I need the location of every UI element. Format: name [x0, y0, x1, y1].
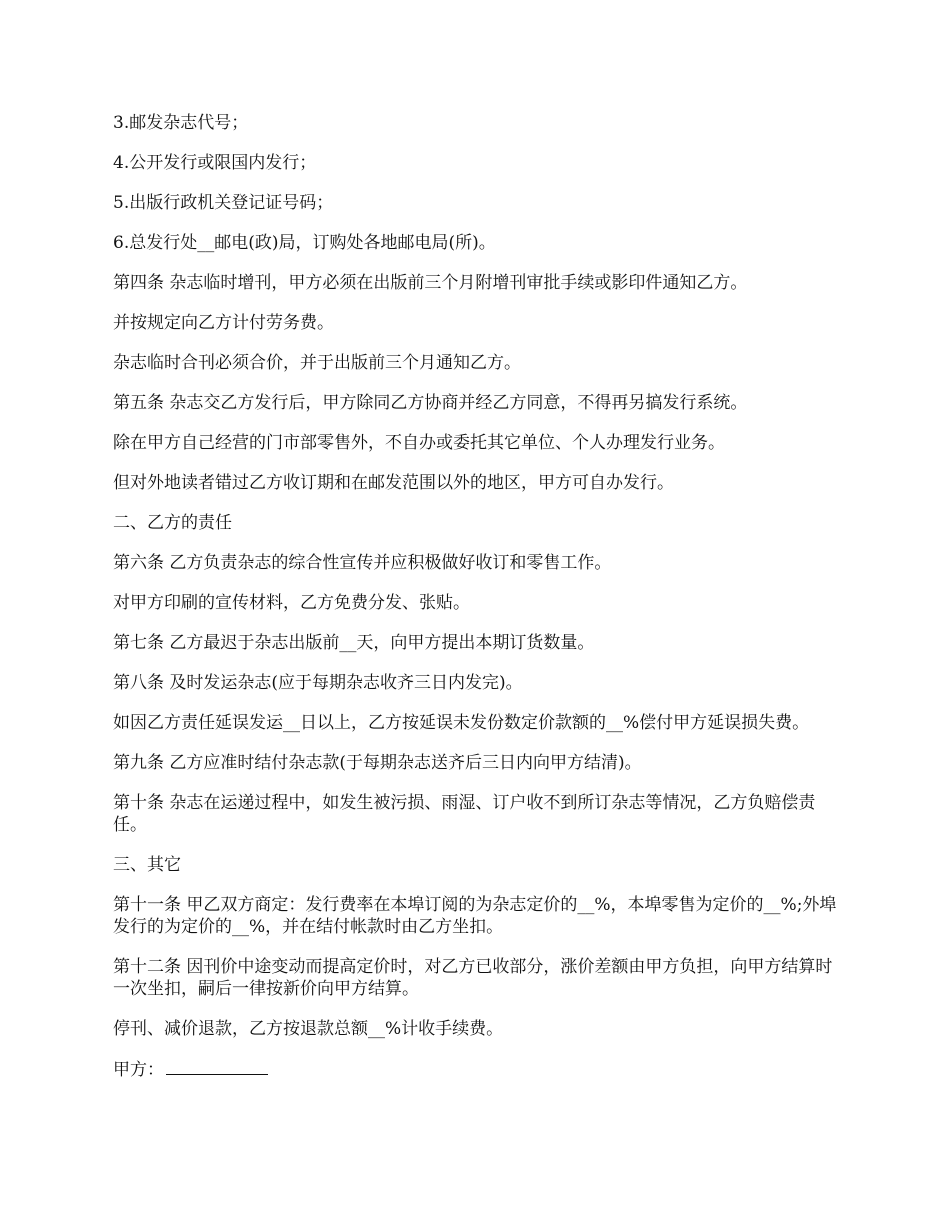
- article-4: 第四条 杂志临时增刊，甲方必须在出版前三个月附增刊审批手续或影印件通知乙方。: [113, 273, 748, 293]
- article-6: 第六条 乙方负责杂志的综合性宣传并应积极做好收订和零售工作。: [113, 553, 612, 573]
- article-12-cont: 停刊、减价退款，乙方按退款总额__%计收手续费。: [113, 1019, 504, 1039]
- article-5-cont-1: 除在甲方自己经营的门市部零售外，不自办或委托其它单位、个人办理发行业务。: [113, 433, 725, 453]
- article-9: 第九条 乙方应准时结付杂志款(于每期杂志送齐后三日内向甲方结清)。: [113, 753, 642, 773]
- signature-line: [113, 1058, 841, 1081]
- paragraph-item-4: 4.公开发行或限国内发行；: [113, 153, 317, 173]
- paragraph-item-5: 5.出版行政机关登记证号码；: [113, 193, 334, 213]
- section-heading-party-b: 二、乙方的责任: [113, 513, 232, 533]
- article-5-cont-2: 但对外地读者错过乙方收订期和在邮发范围以外的地区，甲方可自办发行。: [113, 473, 674, 493]
- article-10: 第十条 杂志在运递过程中，如发生被污损、雨湿、订户收不到所订杂志等情况，乙方负赔偿责任。: [113, 793, 816, 835]
- section-heading-other: 三、其它: [113, 855, 181, 875]
- signature-blank: [166, 1058, 268, 1075]
- article-11: 第十一条 甲乙双方商定：发行费率在本埠订阅的为杂志定价的__%，本埠零售为定价的__%;外埠发行的为定价的__%，并在结付帐款时由乙方坐扣。: [113, 895, 837, 937]
- article-8-cont: 如因乙方责任延误发运__日以上，乙方按延误未发份数定价款额的__%偿付甲方延误损失费。: [113, 713, 810, 733]
- article-7: 第七条 乙方最迟于杂志出版前__天，向甲方提出本期订货数量。: [113, 633, 595, 653]
- signature-label: 甲方：: [113, 1060, 164, 1080]
- article-4-cont-1: 并按规定向乙方计付劳务费。: [113, 313, 334, 333]
- article-6-cont: 对甲方印刷的宣传材料，乙方免费分发、张贴。: [113, 593, 470, 613]
- paragraph-item-3: 3.邮发杂志代号；: [113, 113, 249, 133]
- paragraph-item-6: 6.总发行处__邮电(政)局，订购处各地邮电局(所)。: [113, 233, 496, 253]
- article-8: 第八条 及时发运杂志(应于每期杂志收齐三日内发完)。: [113, 673, 523, 693]
- article-12: 第十二条 因刊价中途变动而提高定价时，对乙方已收部分，涨价差额由甲方负担，向甲方结算时一次坐扣，嗣后一律按新价向甲方结算。: [113, 957, 833, 999]
- article-5: 第五条 杂志交乙方发行后，甲方除同乙方协商并经乙方同意，不得再另搞发行系统。: [113, 393, 748, 413]
- article-4-cont-2: 杂志临时合刊必须合价，并于出版前三个月通知乙方。: [113, 353, 521, 373]
- document-body: [113, 112, 841, 1099]
